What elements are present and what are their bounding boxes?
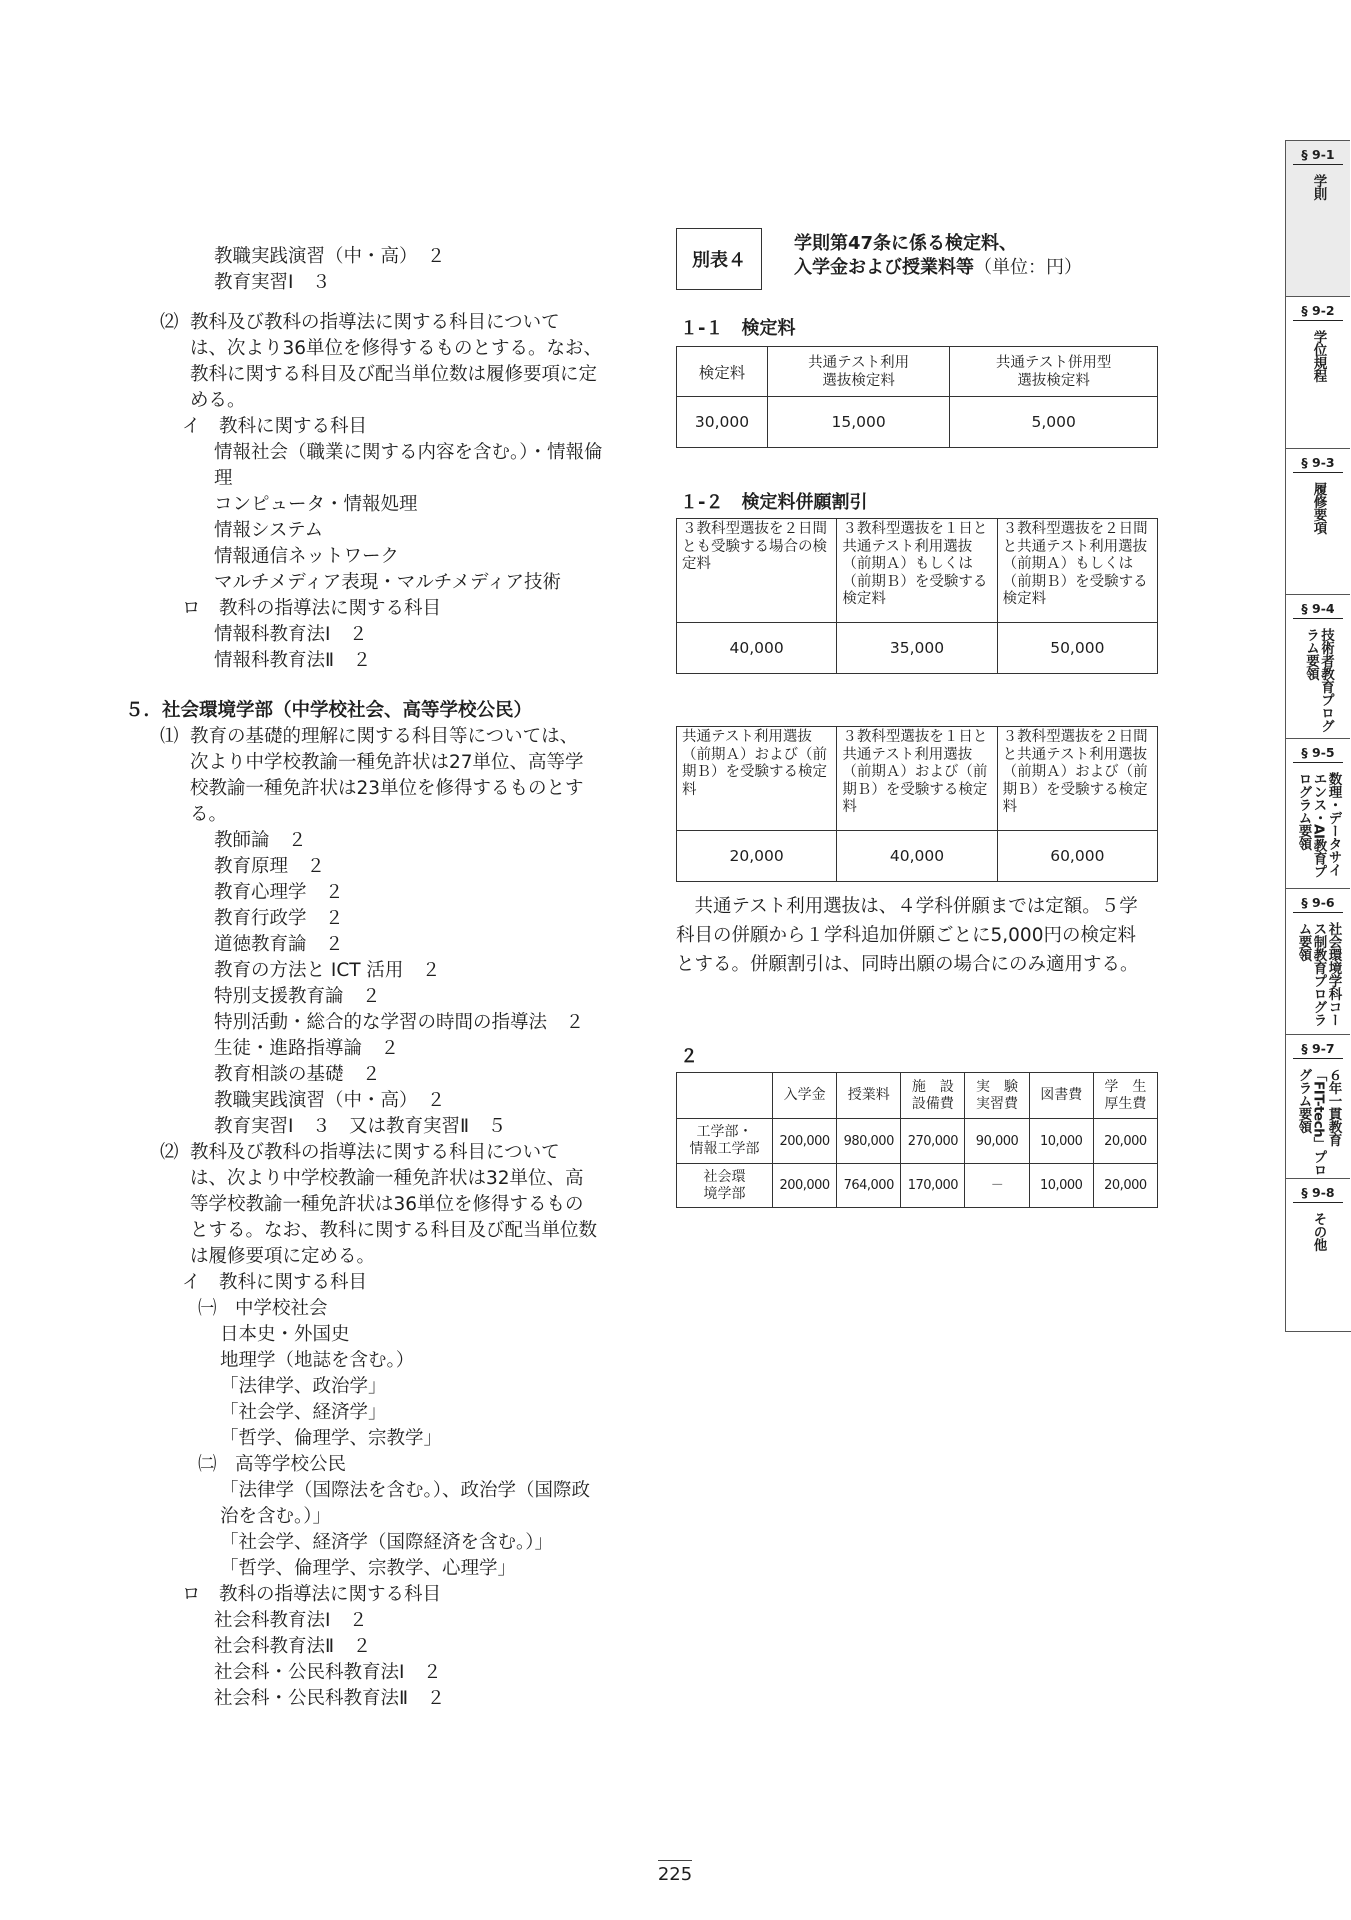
table-title <box>794 232 1082 280</box>
list-item: 道徳教育論 ２ <box>214 934 344 955</box>
table-cell: 30,000 <box>677 397 768 448</box>
discount-table-2 <box>676 726 1158 882</box>
list-item: 地理学（地誌を含む。） <box>220 1350 415 1371</box>
row-label: 工学部・ 情報工学部 <box>677 1119 773 1164</box>
list-item: マルチメディア表現・マルチメディア技術 <box>214 572 562 593</box>
table-header: 共通テスト利用選抜（前期Ａ）および（前期Ｂ）を受験する検定料 <box>677 727 837 831</box>
tab-label: 数理・データサイエンス・AI教育プログラム要領 <box>1295 772 1342 878</box>
table-cell: 270,000 <box>901 1119 965 1164</box>
table-header: 授業料 <box>837 1073 901 1119</box>
paragraph-2 <box>124 310 612 414</box>
list-item: 治を含む。）」 <box>220 1506 332 1527</box>
list-item: 教育原理 ２ <box>214 856 326 877</box>
table-cell: 40,000 <box>837 831 997 882</box>
table-header: 実 験 実習費 <box>965 1073 1029 1119</box>
table-cell: 90,000 <box>965 1119 1029 1164</box>
paragraph-1 <box>124 724 612 828</box>
note-paragraph <box>676 892 1160 979</box>
subsection-heading: ロ 教科の指導法に関する科目 <box>182 598 442 619</box>
subsection-heading: １-２ 検定料併願割引 <box>680 492 868 513</box>
table-cell: 10,000 <box>1029 1164 1093 1208</box>
tab-label: 学則 <box>1310 174 1327 200</box>
list-item: 特別支援教育論 ２ <box>214 986 381 1007</box>
table-header: 検定料 <box>677 347 768 397</box>
table-cell: 980,000 <box>837 1119 901 1164</box>
text-line: める。 <box>190 390 246 411</box>
text-line: 次より中学校教諭一種免許状は27単位、高等学 <box>190 752 584 773</box>
tab-code: § 9-3 <box>1293 455 1343 473</box>
discount-table-1 <box>676 518 1158 674</box>
sidebar-tab-9-8[interactable] <box>1286 1178 1350 1330</box>
tab-code: § 9-1 <box>1293 147 1343 165</box>
paragraph-marker: ⑵ <box>160 1142 179 1163</box>
list-item: 教職実践演習（中・高） ２ <box>214 1090 446 1111</box>
text-line: 教科に関する科目及び配当単位数は履修要項に定 <box>190 364 598 385</box>
list-item: 教育行政学 ２ <box>214 908 344 929</box>
sidebar-tab-9-4[interactable] <box>1286 594 1350 738</box>
table-cell: 50,000 <box>997 623 1157 674</box>
list-item: 社会科教育法Ⅱ ２ <box>214 1636 372 1657</box>
table-header: 共通テスト利用 選抜検定料 <box>768 347 950 397</box>
subsection-heading: ２ <box>680 1046 698 1067</box>
sub-subsection-heading: ㈠ 中学校社会 <box>198 1298 328 1319</box>
list-item: 情報社会（職業に関する内容を含む。）・情報倫 <box>214 442 603 463</box>
table-header: ３教科型選抜を２日間とも受験する場合の検定料 <box>677 519 837 623</box>
table-header: ３教科型選抜を２日間と共通テスト利用選抜（前期Ａ）および（前期Ｂ）を受験する検定料 <box>997 727 1157 831</box>
tab-label: ６年一貫教育「FIT-tech」プログラム要領 <box>1295 1068 1342 1177</box>
list-item: 「哲学、倫理学、宗教学、心理学」 <box>220 1558 517 1579</box>
table-cell: 170,000 <box>901 1164 965 1208</box>
table-cell: 764,000 <box>837 1164 901 1208</box>
text-line: は履修要項に定める。 <box>190 1246 376 1267</box>
tab-label: 履修要項 <box>1310 482 1327 534</box>
list-item: 教育相談の基礎 ２ <box>214 1064 381 1085</box>
sidebar-tab-9-2[interactable] <box>1286 296 1350 448</box>
list-item: 教師論 ２ <box>214 830 307 851</box>
text-line: 教職実践演習（中・高） ２ <box>214 246 446 267</box>
table-cell: 20,000 <box>677 831 837 882</box>
tab-code: § 9-5 <box>1293 745 1343 763</box>
subsection-heading: ロ 教科の指導法に関する科目 <box>182 1584 442 1605</box>
sidebar-tab-9-3[interactable] <box>1286 448 1350 594</box>
table-cell: 200,000 <box>773 1164 837 1208</box>
section-heading: ５．社会環境学部（中学校社会、高等学校公民） <box>125 700 533 721</box>
text-line: は、次より中学校教諭一種免許状は32単位、高 <box>190 1168 584 1189</box>
tab-label: その他 <box>1310 1212 1327 1251</box>
text-line: 教育実習Ⅰ ３ <box>214 272 331 293</box>
list-item: 「法律学、政治学」 <box>220 1376 387 1397</box>
table-cell: － <box>965 1164 1029 1208</box>
table-title-line: 入学金および授業料等 <box>794 257 974 278</box>
page-number-rule <box>658 1860 692 1861</box>
tab-label: 社会環境学科コース制教育プログラム要領 <box>1295 922 1342 1026</box>
list-item: 教育実習Ⅰ ３ 又は教育実習Ⅱ ５ <box>214 1116 507 1137</box>
list-item: 教育心理学 ２ <box>214 882 344 903</box>
list-item: 生徒・進路指導論 ２ <box>214 1038 400 1059</box>
table-header: ３教科型選抜を２日間と共通テスト利用選抜（前期Ａ）もしくは（前期Ｂ）を受験する検定料 <box>997 519 1157 623</box>
tab-label: 学位規程 <box>1310 330 1327 382</box>
text-line: 共通テスト利用選抜は、４学科併願までは定額。５学 <box>676 896 1138 917</box>
subsection-heading: イ 教科に関する科目 <box>182 416 368 437</box>
tab-code: § 9-7 <box>1293 1041 1343 1059</box>
list-item: 社会科・公民科教育法Ⅰ ２ <box>214 1662 442 1683</box>
table-cell: 40,000 <box>677 623 837 674</box>
sub-subsection-heading: ㈡ 高等学校公民 <box>198 1454 347 1475</box>
paragraph-marker: ⑵ <box>160 312 179 333</box>
list-item: 「社会学、経済学（国際経済を含む。）」 <box>220 1532 554 1553</box>
table-cell: 10,000 <box>1029 1119 1093 1164</box>
list-item: 社会科・公民科教育法Ⅱ ２ <box>214 1688 446 1709</box>
table-cell: 60,000 <box>997 831 1157 882</box>
table-header: 入学金 <box>773 1073 837 1119</box>
table-header: 共通テスト併用型 選抜検定料 <box>950 347 1158 397</box>
table-header: 施 設 設備費 <box>901 1073 965 1119</box>
tab-label: 技術者教育プログラム要領 <box>1303 628 1334 732</box>
list-item: 教育の方法と ICT 活用 ２ <box>214 960 441 981</box>
text-line: る。 <box>190 804 228 825</box>
text-line: 校教諭一種免許状は23単位を修得するものとす <box>190 778 584 799</box>
table-cell: 20,000 <box>1093 1119 1157 1164</box>
list-item: コンピュータ・情報処理 <box>214 494 418 515</box>
paragraph-marker: ⑴ <box>160 726 179 747</box>
list-item: 「法律学（国際法を含む。）、政治学（国際政 <box>220 1480 591 1501</box>
table-title-line: 学則第47条に係る検定料、 <box>794 233 1018 254</box>
sidebar-tab-9-5[interactable] <box>1286 738 1350 888</box>
list-item: 特別活動・総合的な学習の時間の指導法 ２ <box>214 1012 585 1033</box>
text-line: は、次より36単位を修得するものとする。なお、 <box>190 338 603 359</box>
tab-code: § 9-6 <box>1293 895 1343 913</box>
list-item: 情報通信ネットワーク <box>214 546 400 567</box>
table-cell: 20,000 <box>1093 1164 1157 1208</box>
unit-label: （単位：円） <box>974 257 1082 278</box>
text-line: とする。なお、教科に関する科目及び配当単位数 <box>190 1220 598 1241</box>
tab-code: § 9-2 <box>1293 303 1343 321</box>
sidebar-tab-9-7[interactable] <box>1286 1034 1350 1178</box>
tab-code: § 9-8 <box>1293 1185 1343 1203</box>
list-item: 情報科教育法Ⅱ ２ <box>214 650 372 671</box>
list-item: 社会科教育法Ⅰ ２ <box>214 1610 368 1631</box>
text-line: 教科及び教科の指導法に関する科目について <box>190 312 560 333</box>
text-line: 等学校教諭一種免許状は36単位を修得するもの <box>190 1194 584 1215</box>
tab-code: § 9-4 <box>1293 601 1343 619</box>
list-item: 「社会学、経済学」 <box>220 1402 387 1423</box>
table-cell: 15,000 <box>768 397 950 448</box>
exam-fee-table <box>676 346 1158 448</box>
text-line: とする。併願割引は、同時出願の場合にのみ適用する。 <box>676 954 1139 975</box>
sidebar-tab-9-6[interactable] <box>1286 888 1350 1034</box>
table-header: 学 生 厚生費 <box>1093 1073 1157 1119</box>
text-line: 教育の基礎的理解に関する科目等については、 <box>190 726 579 747</box>
table-cell: 5,000 <box>950 397 1158 448</box>
text-line: 科目の併願から１学科追加併願ごとに5,000円の検定料 <box>676 925 1136 946</box>
text-line: 教科及び教科の指導法に関する科目について <box>190 1142 560 1163</box>
paragraph-2 <box>124 1140 612 1270</box>
table-label-box: 別表４ <box>676 228 762 290</box>
subsection-heading: １-１ 検定料 <box>680 318 796 339</box>
section-index-sidebar <box>1285 140 1351 1332</box>
table-corner <box>677 1073 773 1119</box>
tuition-table <box>676 1072 1158 1208</box>
page-number: 225 <box>657 1864 693 1885</box>
table-cell: 35,000 <box>837 623 997 674</box>
subsection-heading: イ 教科に関する科目 <box>182 1272 368 1293</box>
list-item: 日本史・外国史 <box>220 1324 350 1345</box>
list-item: 「哲学、倫理学、宗教学」 <box>220 1428 443 1449</box>
table-header: ３教科型選抜を１日と共通テスト利用選抜（前期Ａ）もしくは（前期Ｂ）を受験する検定料 <box>837 519 997 623</box>
list-item: 情報システム <box>214 520 324 541</box>
list-item: 情報科教育法Ⅰ ２ <box>214 624 368 645</box>
table-header: 図書費 <box>1029 1073 1093 1119</box>
table-cell: 200,000 <box>773 1119 837 1164</box>
row-label: 社会環 境学部 <box>677 1164 773 1208</box>
left-column <box>124 244 612 1712</box>
sidebar-tab-9-1[interactable] <box>1286 140 1350 296</box>
list-item: 理 <box>214 468 233 489</box>
table-header: ３教科型選抜を１日と共通テスト利用選抜（前期Ａ）および（前期Ｂ）を受験する検定料 <box>837 727 997 831</box>
